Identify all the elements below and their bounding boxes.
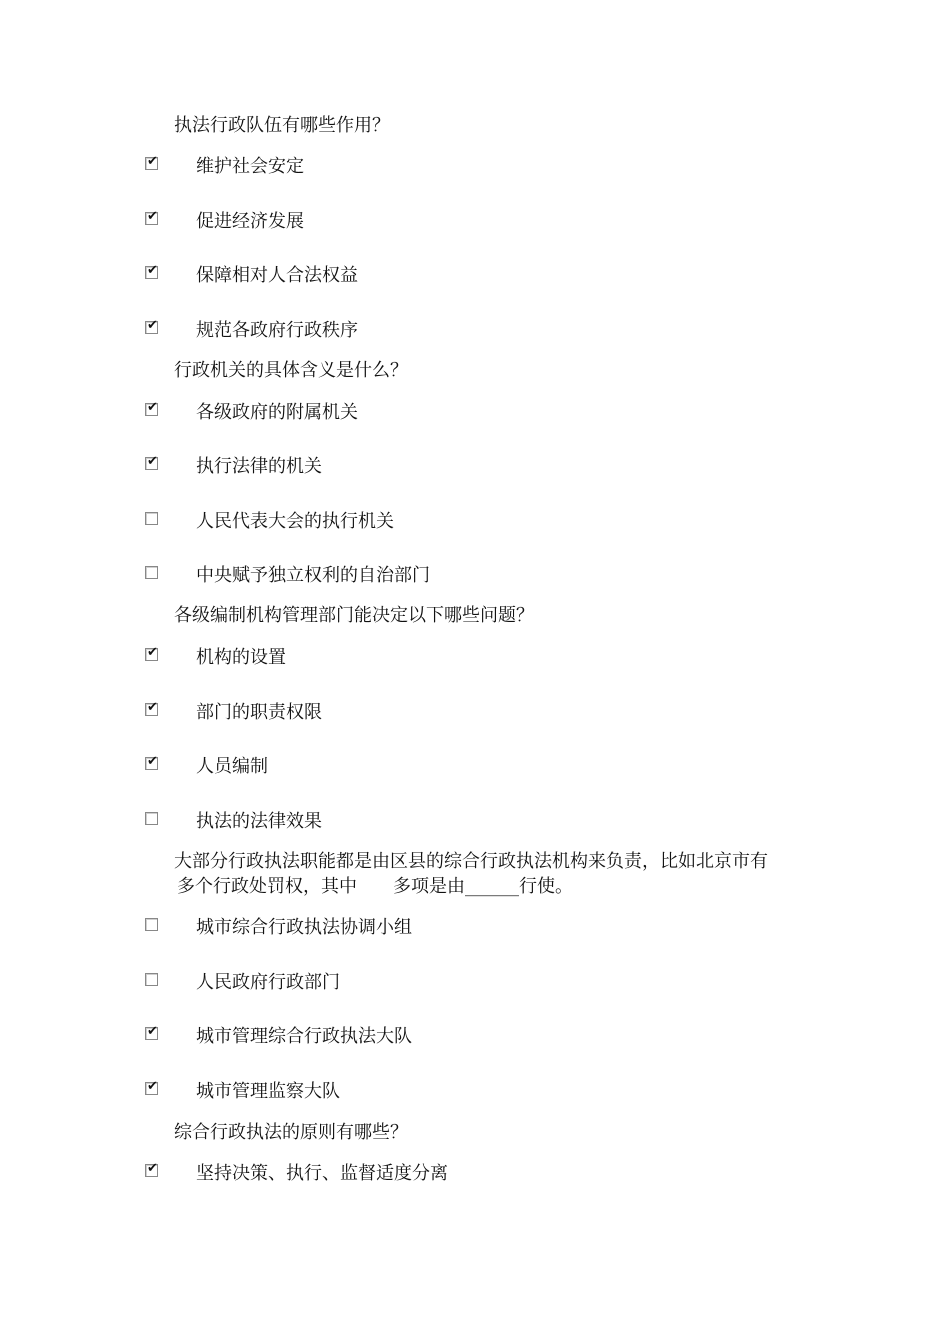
checkbox-checked-icon[interactable]: ✔ [147, 1079, 158, 1094]
option-label: 执行法律的机关 [196, 456, 322, 477]
option-label: 保障相对人合法权益 [196, 265, 358, 286]
option-label: 中央赋予独立权利的自治部门 [196, 565, 430, 586]
checkbox-checked-icon[interactable]: ✔ [147, 209, 158, 224]
question-2-text: 行政机关的具体含义是什么？ [174, 360, 408, 381]
checkbox-unchecked-icon[interactable] [145, 918, 158, 931]
checkbox-checked-icon[interactable]: ✔ [147, 400, 158, 415]
question-1-text: 执法行政队伍有哪些作用？ [174, 115, 390, 136]
checkbox-checked-icon[interactable]: ✔ [147, 263, 158, 278]
option-label: 促进经济发展 [196, 211, 304, 232]
option-label: 城市管理综合行政执法大队 [196, 1026, 412, 1047]
option-label: 人民代表大会的执行机关 [196, 511, 394, 532]
option-label: 人民政府行政部门 [196, 972, 340, 993]
checkbox-checked-icon[interactable]: ✔ [147, 154, 158, 169]
checkbox-checked-icon[interactable]: ✔ [147, 700, 158, 715]
question-4-text-line2: 多个行政处罚权，其中 多项是由______行使。 [177, 876, 573, 897]
option-label: 坚持决策、执行、监督适度分离 [196, 1163, 448, 1184]
option-label: 人员编制 [196, 756, 268, 777]
option-label: 机构的设置 [196, 647, 286, 668]
checkbox-checked-icon[interactable]: ✔ [147, 1024, 158, 1039]
checkbox-unchecked-icon[interactable] [145, 512, 158, 525]
option-label: 城市管理监察大队 [196, 1081, 340, 1102]
checkbox-checked-icon[interactable]: ✔ [147, 318, 158, 333]
option-label: 规范各政府行政秩序 [196, 320, 358, 341]
checkbox-unchecked-icon[interactable] [145, 566, 158, 579]
option-label: 城市综合行政执法协调小组 [196, 917, 412, 938]
question-5-text: 综合行政执法的原则有哪些？ [174, 1122, 408, 1143]
question-3-text: 各级编制机构管理部门能决定以下哪些问题？ [174, 605, 534, 626]
option-label: 部门的职责权限 [196, 702, 322, 723]
checkbox-checked-icon[interactable]: ✔ [147, 1161, 158, 1176]
option-label: 执法的法律效果 [196, 811, 322, 832]
option-label: 维护社会安定 [196, 156, 304, 177]
checkbox-checked-icon[interactable]: ✔ [147, 454, 158, 469]
option-label: 各级政府的附属机关 [196, 402, 358, 423]
checkbox-checked-icon[interactable]: ✔ [147, 645, 158, 660]
checkbox-unchecked-icon[interactable] [145, 812, 158, 825]
checkbox-checked-icon[interactable]: ✔ [147, 754, 158, 769]
checkbox-unchecked-icon[interactable] [145, 973, 158, 986]
question-4-text: 大部分行政执法职能都是由区县的综合行政执法机构来负责，比如北京市有 [174, 851, 768, 872]
